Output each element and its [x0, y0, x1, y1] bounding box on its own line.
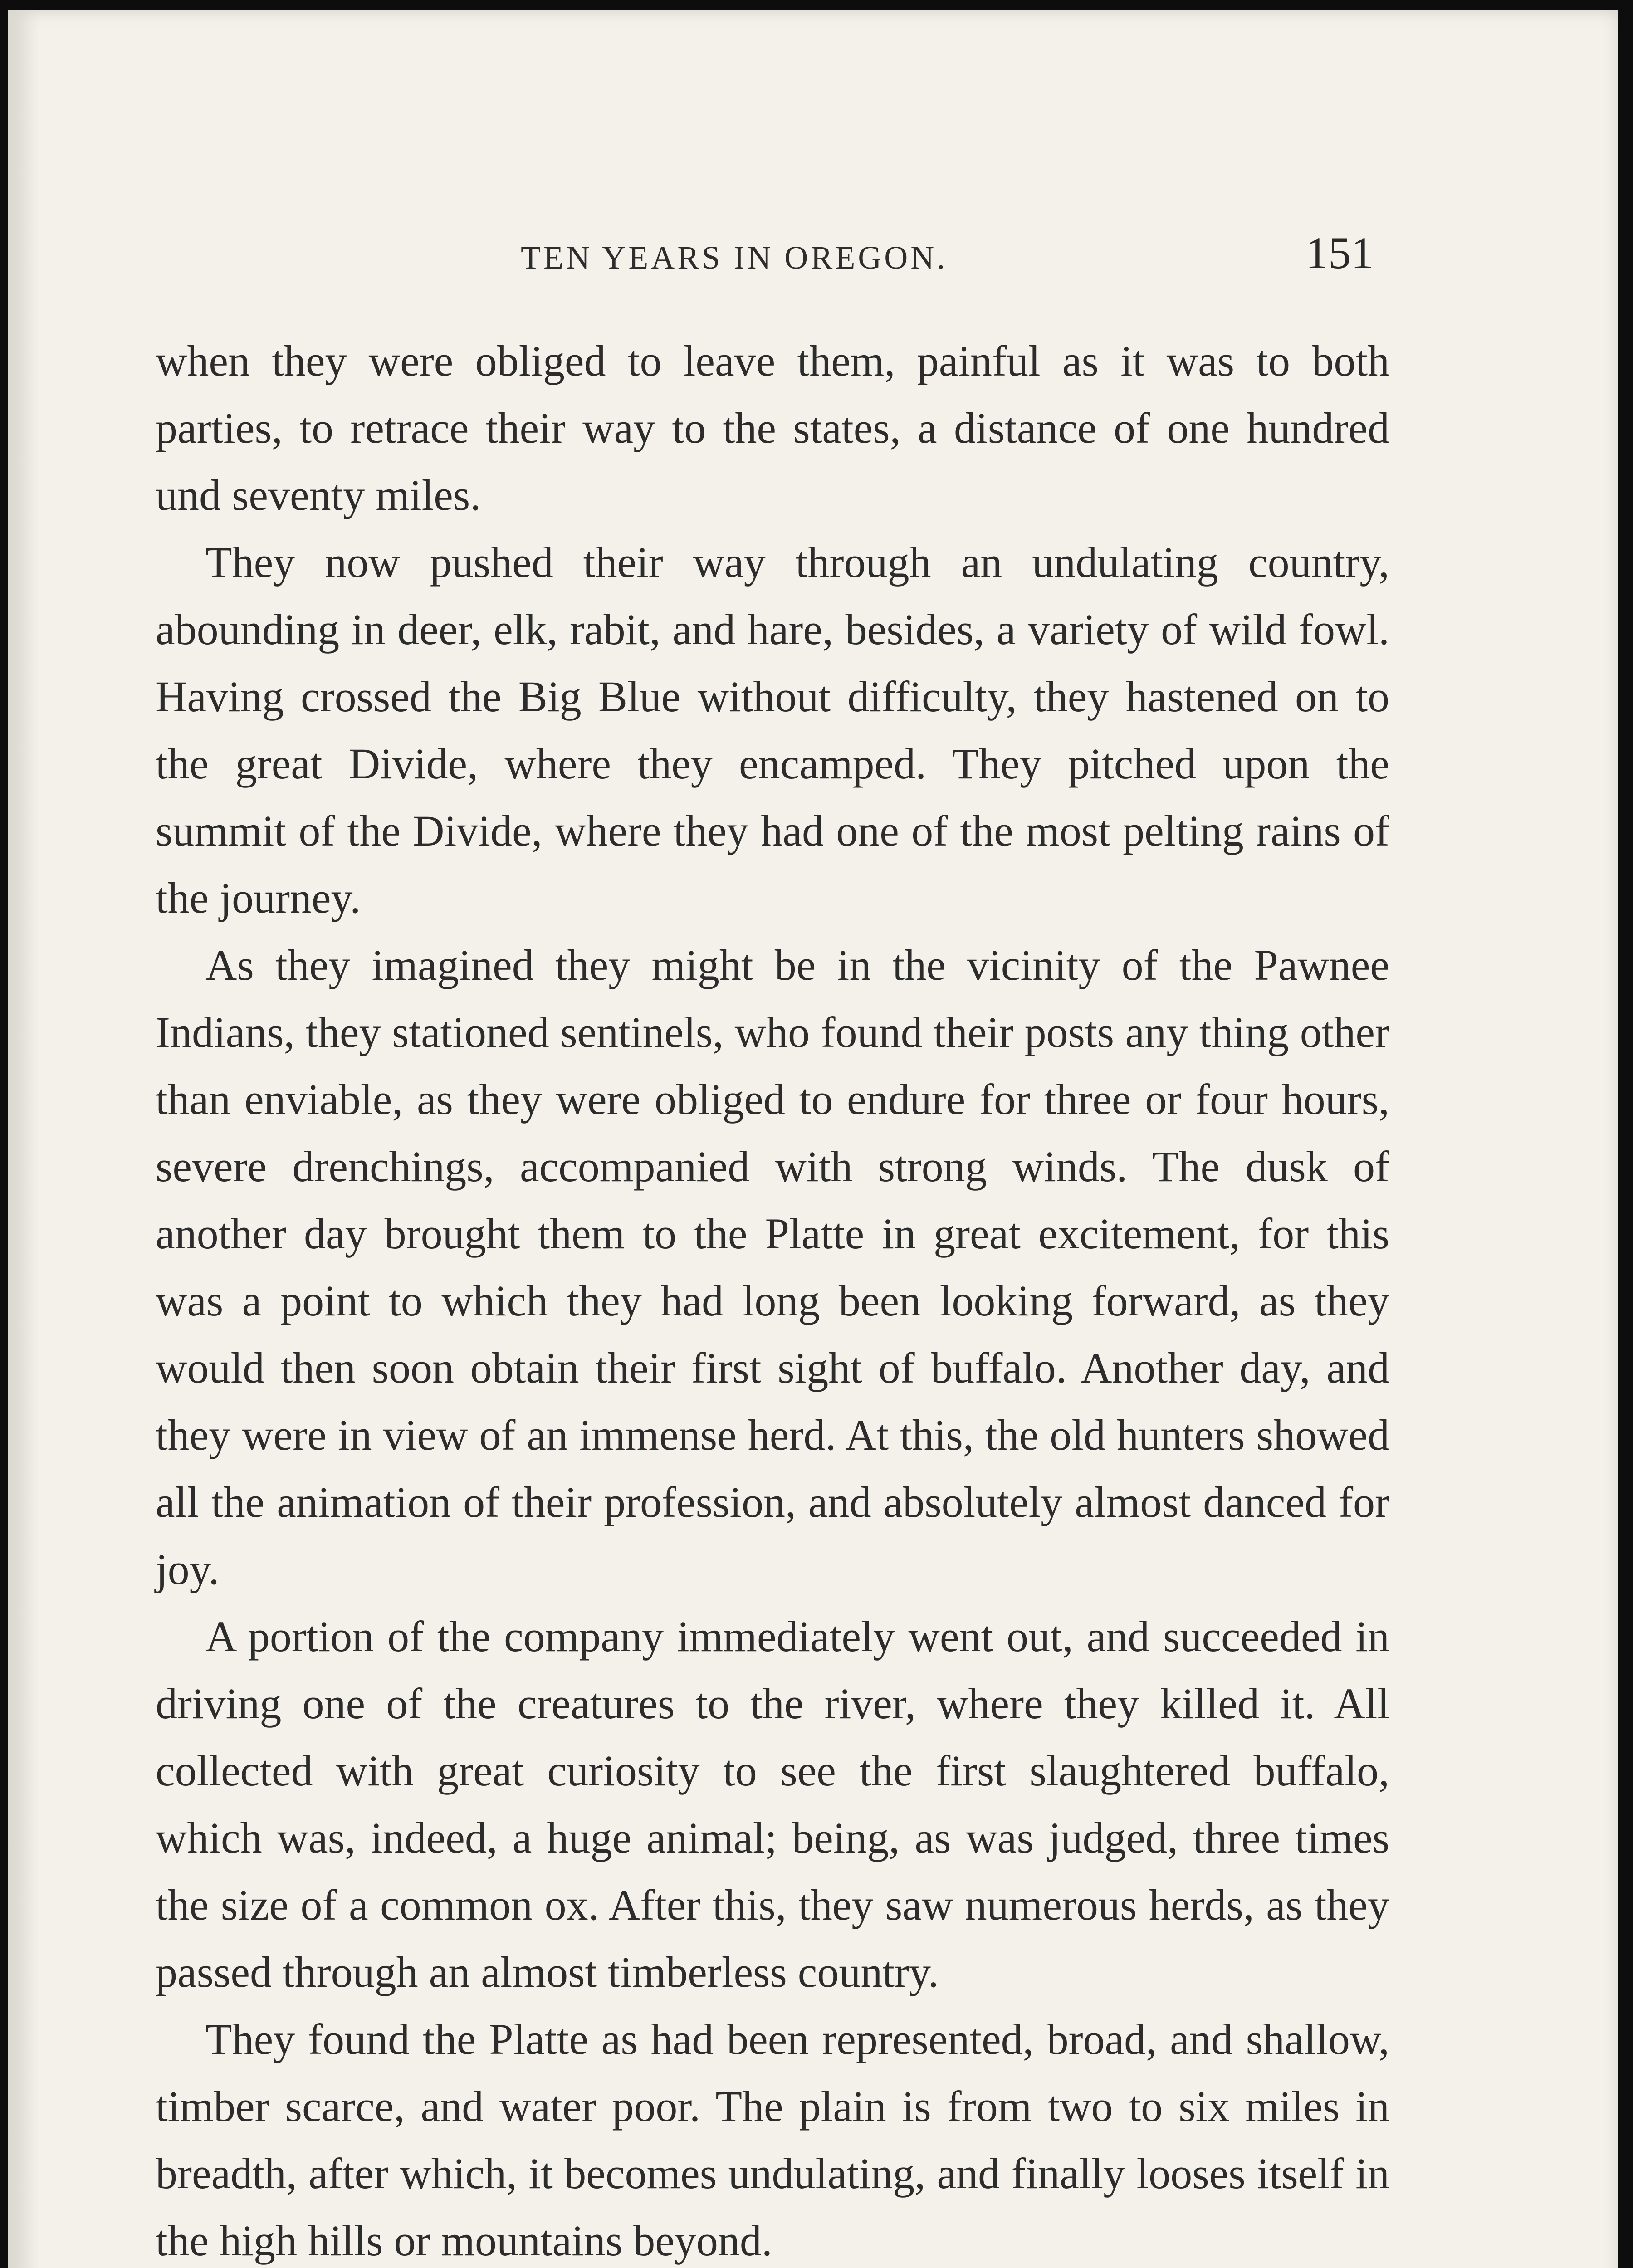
page-number: 151	[1305, 228, 1374, 278]
paragraph-4: A portion of the company immediately went out, and succeeded in driving one of the creatures to the river, where they killed it. All collected with great curiosity to see the first slaughtered buffalo, which was, indeed, a huge animal; being, as was judged, three times the size of a common ox. After this, they saw numerous herds, as they passed through an almost timberless country.	[156, 1612, 1389, 1996]
running-head: TEN YEARS IN OREGON.	[521, 240, 948, 276]
paragraph-5: They found the Platte as had been represented, broad, and shallow, timber scarce, and water poor. The plain is from two to six miles in breadth, after which, it becomes undulating, and finally looses itself in the high hills or mountains beyond.	[156, 2015, 1389, 2265]
paragraph-1: when they were obliged to leave them, painful as it was to both parties, to retrace their way to the states, a distance of one hundred und seventy miles.	[156, 337, 1389, 519]
paragraph-2: They now pushed their way through an undulating country, abounding in deer, elk, rabit, and hare, besides, a variety of wild fowl. Having crossed the Big Blue without difficulty, they hastened on to the great Divide, where they encamped. They pitched upon the summit of the Divide, where they had one of the most pelting rains of the journey.	[156, 538, 1389, 922]
book-page	[8, 10, 1618, 2268]
page-gutter-shadow	[8, 10, 40, 2268]
body-text	[156, 327, 1389, 2268]
paragraph-3: As they imagined they might be in the vicinity of the Pawnee Indians, they stationed sentinels, who found their posts any thing other than enviable, as they were obliged to endure for three or four hours, severe drenchings, accompanied with strong winds. The dusk of another day brought them to the Platte in great excitement, for this was a point to which they had long been looking forward, as they would then soon obtain their first sight of buffalo. Another day, and they were in view of an immense herd. At this, the old hunters showed all the animation of their profession, and absolutely almost danced for joy.	[156, 941, 1389, 1593]
